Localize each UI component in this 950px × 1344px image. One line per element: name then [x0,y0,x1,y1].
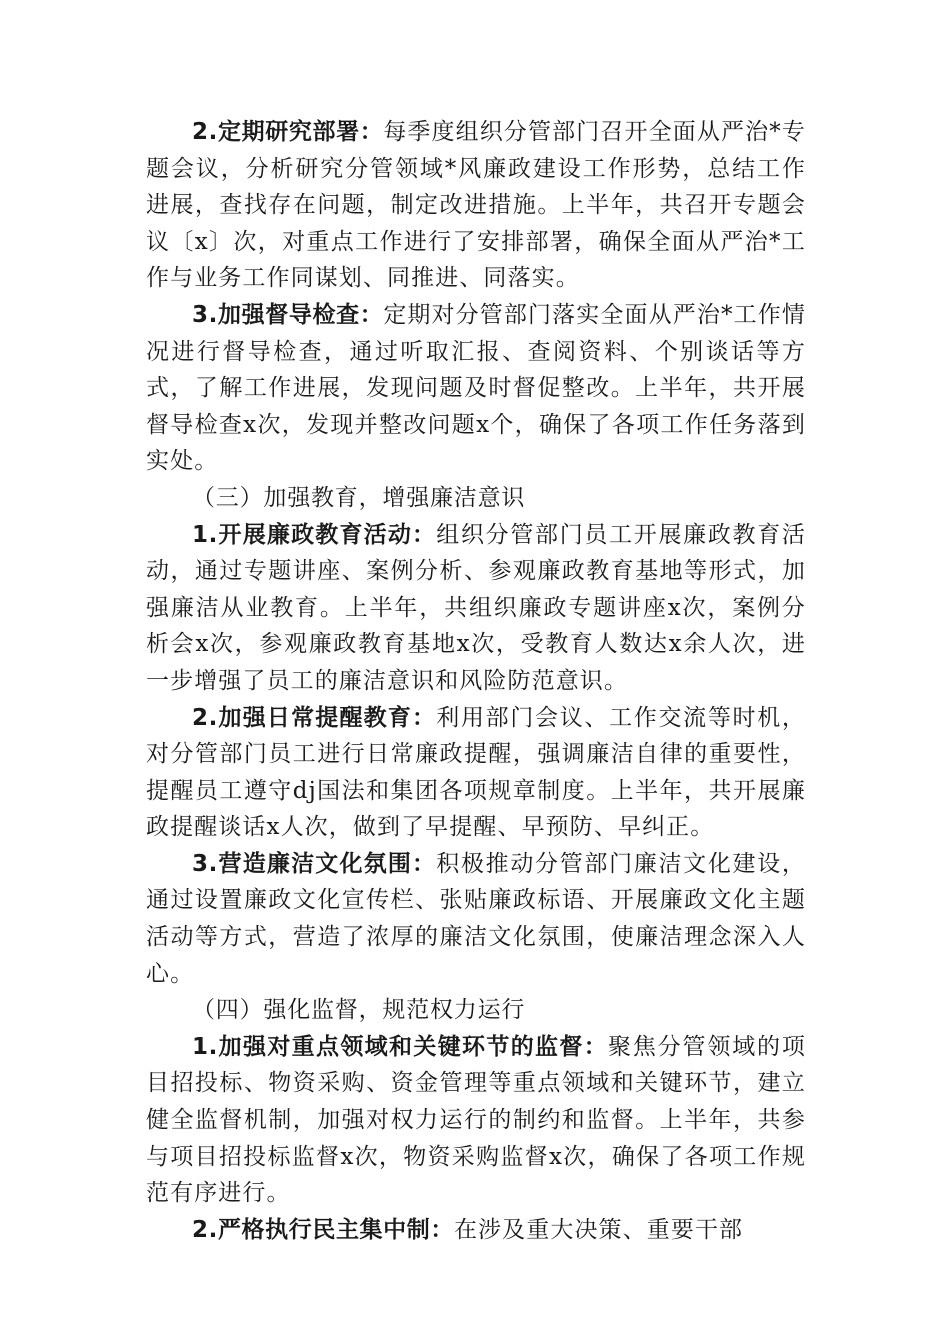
section-heading-education: （三）加强教育，增强廉洁意识 [192,484,526,511]
paragraph-body: 积极推动分管部门廉洁文化建设，通过设置廉政文化宣传栏、张贴廉政标语、开展廉政文化主题活动等方式，营造了浓厚的廉洁文化氛围，使廉洁理念深入人心。 [146,850,807,987]
document-page [146,114,806,1248]
paragraph-lead: 3.营造廉洁文化氛围： [192,850,437,877]
paragraph-lead: 3.加强督导检查： [192,301,384,328]
paragraph-body: 聚焦分管领域的项目招投标、物资采购、资金管理等重点领域和关键环节，建立健全监督机制，加强对权力运行的制约和监督。上半年，共参与项目招投标监督x次，物资采购监督x次，确保了各项工作规范有序进行。 [146,1033,806,1207]
paragraph-body: 每季度组织分管部门召开全面从严治*专题会议，分析研究分管领域*风廉政建设工作形势，总结工作进展，查找存在问题，制定改进措施。上半年，共召开专题会议〔x〕次，对重点工作进行了安排部署，确保全面从严治*工作与业务工作同谋划、同推进、同落实。 [146,119,806,292]
paragraph-daily-reminder [146,700,806,846]
paragraph-body: 在涉及重大决策、重要干部 [453,1216,744,1243]
paragraph-lead: 2.加强日常提醒教育： [192,704,437,731]
paragraph-body: 组织分管部门员工开展廉政教育活动，通过专题讲座、案例分析、参观廉政教育基地等形式，加强廉洁从业教育。上半年，共组织廉政专题讲座x次，案例分析会x次，参观廉政教育基地x次，受教育人数达x余人次，进一步增强了员工的廉洁意识和风险防范意识。 [146,521,807,694]
paragraph-body: 定期对分管部门落实全面从严治*工作情况进行督导检查，通过听取汇报、查阅资料、个别谈话等方式，了解工作进展，发现问题及时督促整改。上半年，共开展督导检查x次，发现并整改问题x个，确保了各项工作任务落到实处。 [146,301,806,475]
paragraph-democratic-centralism [146,1212,806,1249]
paragraph-supervision-inspection [146,297,806,480]
paragraph-body: 利用部门会议、工作交流等时机，对分管部门员工进行日常廉政提醒，强调廉洁自律的重要性，提醒员工遵守dj国法和集团各项规章制度。上半年，共开展廉政提醒谈话x人次，做到了早提醒、早预防、早纠正。 [146,704,807,841]
paragraph-lead: 1.开展廉政教育活动： [192,521,437,548]
paragraph-lead: 2.严格执行民主集中制： [192,1216,454,1243]
paragraph-integrity-culture [146,846,806,992]
paragraph-key-area-supervision [146,1029,806,1212]
paragraph-lead: 1.加强对重点领域和关键环节的监督： [192,1033,609,1060]
paragraph-regular-research [146,114,806,297]
section-heading-supervision: （四）强化监督，规范权力运行 [192,997,526,1024]
paragraph-integrity-education [146,517,806,700]
paragraph-lead: 2.定期研究部署： [192,119,384,145]
